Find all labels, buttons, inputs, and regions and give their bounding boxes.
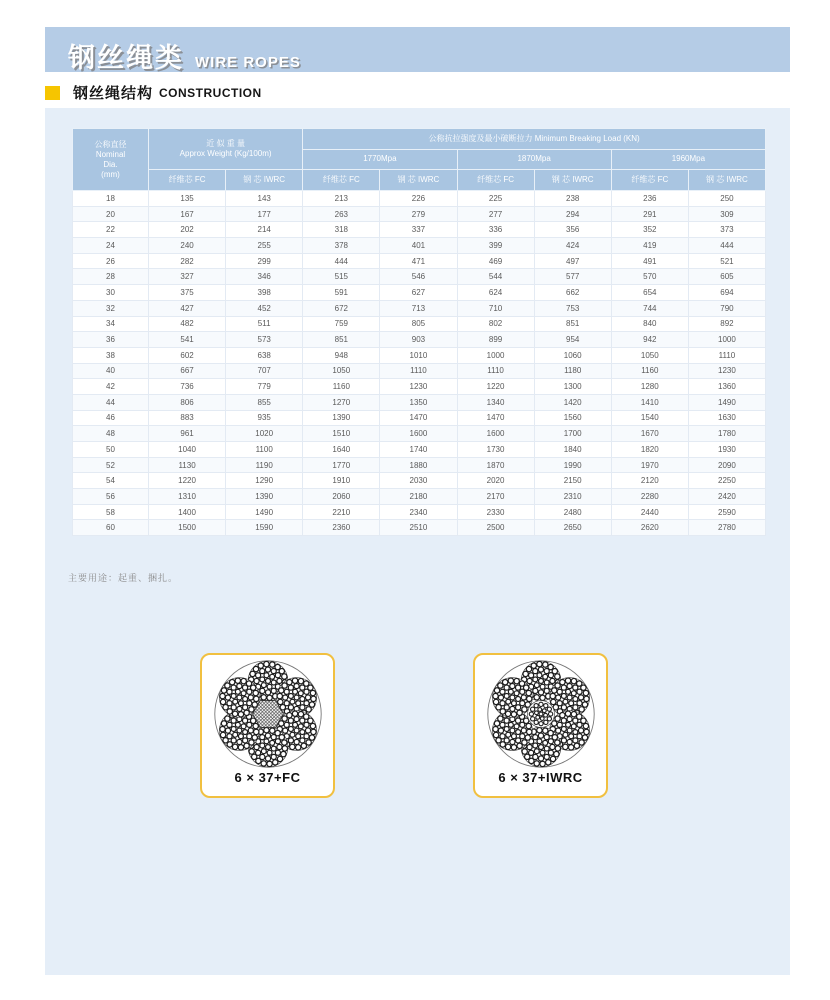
table-cell: 759	[303, 316, 380, 332]
table-cell: 238	[534, 191, 611, 207]
table-cell: 299	[226, 253, 303, 269]
table-cell: 30	[73, 285, 149, 301]
table-cell: 899	[457, 332, 534, 348]
table-cell: 2060	[303, 489, 380, 505]
table-cell: 573	[226, 332, 303, 348]
table-cell: 515	[303, 269, 380, 285]
table-cell: 1840	[534, 442, 611, 458]
table-cell: 948	[303, 347, 380, 363]
table-cell: 710	[457, 300, 534, 316]
table-cell: 1820	[611, 442, 688, 458]
section-heading	[45, 82, 262, 103]
table-cell: 1470	[380, 410, 457, 426]
table-cell: 2440	[611, 504, 688, 520]
section-title-en: CONSTRUCTION	[159, 85, 262, 100]
table-cell: 52	[73, 457, 149, 473]
table-cell: 1420	[534, 394, 611, 410]
table-cell: 24	[73, 238, 149, 254]
table-cell: 277	[457, 206, 534, 222]
table-cell: 2180	[380, 489, 457, 505]
col-header-nominal-dia	[73, 129, 149, 191]
table-cell: 544	[457, 269, 534, 285]
table-cell: 2780	[688, 520, 765, 536]
table-cell: 1000	[457, 347, 534, 363]
table-cell: 427	[149, 300, 226, 316]
table-cell: 26	[73, 253, 149, 269]
subheader-fc: 纤维芯 FC	[611, 170, 688, 191]
table-cell: 318	[303, 222, 380, 238]
table-cell: 1230	[380, 379, 457, 395]
table-cell: 546	[380, 269, 457, 285]
table-cell: 401	[380, 238, 457, 254]
table-cell: 1590	[226, 520, 303, 536]
table-cell: 32	[73, 300, 149, 316]
spec-table-header	[73, 129, 766, 191]
table-cell: 851	[534, 316, 611, 332]
table-cell: 1560	[534, 410, 611, 426]
table-cell: 1300	[534, 379, 611, 395]
table-cell: 143	[226, 191, 303, 207]
table-cell: 34	[73, 316, 149, 332]
table-cell: 942	[611, 332, 688, 348]
page-title-en: WIRE ROPES	[195, 54, 301, 71]
table-row	[73, 238, 766, 254]
table-cell: 2210	[303, 504, 380, 520]
table-cell: 2280	[611, 489, 688, 505]
table-cell: 1130	[149, 457, 226, 473]
table-cell: 1040	[149, 442, 226, 458]
table-row	[73, 394, 766, 410]
subheader-iwrc: 钢 芯 IWRC	[226, 170, 303, 191]
table-cell: 356	[534, 222, 611, 238]
table-cell: 736	[149, 379, 226, 395]
subheader-fc: 纤维芯 FC	[149, 170, 226, 191]
table-row	[73, 489, 766, 505]
table-cell: 1500	[149, 520, 226, 536]
table-cell: 309	[688, 206, 765, 222]
table-cell: 38	[73, 347, 149, 363]
table-cell: 1400	[149, 504, 226, 520]
col-header-1870mpa: 1870Mpa	[457, 150, 611, 170]
table-row	[73, 473, 766, 489]
table-cell: 605	[688, 269, 765, 285]
spec-table	[72, 128, 766, 536]
table-cell: 883	[149, 410, 226, 426]
table-cell: 2020	[457, 473, 534, 489]
table-cell: 42	[73, 379, 149, 395]
table-row	[73, 379, 766, 395]
table-cell: 1640	[303, 442, 380, 458]
table-cell: 1160	[303, 379, 380, 395]
table-cell: 541	[149, 332, 226, 348]
table-cell: 54	[73, 473, 149, 489]
table-cell: 2250	[688, 473, 765, 489]
table-cell: 1350	[380, 394, 457, 410]
col-header-approx-weight	[149, 129, 303, 170]
table-row	[73, 347, 766, 363]
rope-cross-section-fc-image	[212, 658, 324, 770]
table-row	[73, 206, 766, 222]
table-cell: 1110	[457, 363, 534, 379]
spec-table-body	[73, 191, 766, 536]
table-cell: 1490	[226, 504, 303, 520]
table-cell: 694	[688, 285, 765, 301]
table-cell: 753	[534, 300, 611, 316]
table-cell: 1730	[457, 442, 534, 458]
table-cell: 961	[149, 426, 226, 442]
table-cell: 2170	[457, 489, 534, 505]
table-cell: 44	[73, 394, 149, 410]
table-cell: 1180	[534, 363, 611, 379]
table-cell: 1410	[611, 394, 688, 410]
table-cell: 346	[226, 269, 303, 285]
table-cell: 1190	[226, 457, 303, 473]
table-cell: 1990	[534, 457, 611, 473]
rope-diagram-label-iwrc: 6 × 37+IWRC	[498, 770, 583, 785]
table-cell: 1490	[688, 394, 765, 410]
table-cell: 570	[611, 269, 688, 285]
table-cell: 202	[149, 222, 226, 238]
table-cell: 2030	[380, 473, 457, 489]
table-cell: 167	[149, 206, 226, 222]
table-cell: 1880	[380, 457, 457, 473]
table-cell: 327	[149, 269, 226, 285]
rope-diagram-card-iwrc	[473, 653, 608, 798]
table-row	[73, 426, 766, 442]
table-cell: 638	[226, 347, 303, 363]
table-cell: 954	[534, 332, 611, 348]
table-cell: 398	[226, 285, 303, 301]
table-cell: 1270	[303, 394, 380, 410]
table-cell: 1100	[226, 442, 303, 458]
usage-footnote: 主要用途：起重、捆扎。	[68, 573, 179, 583]
table-cell: 851	[303, 332, 380, 348]
col-header-1770mpa: 1770Mpa	[303, 150, 457, 170]
table-cell: 790	[688, 300, 765, 316]
subheader-fc: 纤维芯 FC	[457, 170, 534, 191]
table-cell: 46	[73, 410, 149, 426]
table-row	[73, 285, 766, 301]
table-cell: 1770	[303, 457, 380, 473]
table-cell: 1470	[457, 410, 534, 426]
table-cell: 497	[534, 253, 611, 269]
table-row	[73, 520, 766, 536]
section-title-zh: 钢丝绳结构	[73, 85, 154, 102]
table-cell: 28	[73, 269, 149, 285]
table-row	[73, 300, 766, 316]
table-cell: 1390	[303, 410, 380, 426]
table-cell: 444	[688, 238, 765, 254]
title-band	[45, 27, 790, 72]
table-cell: 135	[149, 191, 226, 207]
table-cell: 2340	[380, 504, 457, 520]
table-cell: 60	[73, 520, 149, 536]
table-cell: 2650	[534, 520, 611, 536]
dia-line: Dia.	[103, 159, 118, 169]
table-cell: 491	[611, 253, 688, 269]
table-cell: 444	[303, 253, 380, 269]
table-row	[73, 269, 766, 285]
table-cell: 2500	[457, 520, 534, 536]
subheader-fc: 纤维芯 FC	[303, 170, 380, 191]
table-cell: 482	[149, 316, 226, 332]
table-cell: 336	[457, 222, 534, 238]
weight-line: Approx Weight (Kg/100m)	[179, 149, 272, 158]
table-cell: 2120	[611, 473, 688, 489]
table-cell: 627	[380, 285, 457, 301]
table-cell: 452	[226, 300, 303, 316]
table-cell: 22	[73, 222, 149, 238]
table-cell: 375	[149, 285, 226, 301]
table-cell: 2620	[611, 520, 688, 536]
table-cell: 2310	[534, 489, 611, 505]
rope-cross-section-iwrc-image	[485, 658, 597, 770]
table-cell: 707	[226, 363, 303, 379]
table-cell: 1930	[688, 442, 765, 458]
table-cell: 18	[73, 191, 149, 207]
table-cell: 654	[611, 285, 688, 301]
table-row	[73, 442, 766, 458]
table-cell: 263	[303, 206, 380, 222]
table-cell: 1540	[611, 410, 688, 426]
col-header-1960mpa: 1960Mpa	[611, 150, 765, 170]
table-cell: 1010	[380, 347, 457, 363]
table-cell: 892	[688, 316, 765, 332]
table-cell: 236	[611, 191, 688, 207]
table-row	[73, 363, 766, 379]
table-cell: 2590	[688, 504, 765, 520]
table-cell: 1220	[149, 473, 226, 489]
table-cell: 399	[457, 238, 534, 254]
table-cell: 805	[380, 316, 457, 332]
col-header-breaking-load: 公称抗拉强度及最小破断拉力 Minimum Breaking Load (KN)	[303, 129, 766, 150]
subheader-iwrc: 钢 芯 IWRC	[688, 170, 765, 191]
table-cell: 471	[380, 253, 457, 269]
table-cell: 1600	[457, 426, 534, 442]
table-cell: 279	[380, 206, 457, 222]
table-cell: 250	[688, 191, 765, 207]
table-cell: 2330	[457, 504, 534, 520]
table-cell: 352	[611, 222, 688, 238]
table-cell: 1390	[226, 489, 303, 505]
table-cell: 1970	[611, 457, 688, 473]
table-cell: 378	[303, 238, 380, 254]
table-cell: 1060	[534, 347, 611, 363]
table-cell: 2420	[688, 489, 765, 505]
table-row	[73, 410, 766, 426]
table-cell: 1780	[688, 426, 765, 442]
table-cell: 50	[73, 442, 149, 458]
table-cell: 294	[534, 206, 611, 222]
dia-line: Nominal	[95, 149, 126, 159]
table-cell: 2480	[534, 504, 611, 520]
table-cell: 577	[534, 269, 611, 285]
table-cell: 226	[380, 191, 457, 207]
table-cell: 1910	[303, 473, 380, 489]
table-cell: 1020	[226, 426, 303, 442]
table-cell: 903	[380, 332, 457, 348]
table-cell: 177	[226, 206, 303, 222]
table-cell: 1630	[688, 410, 765, 426]
table-cell: 662	[534, 285, 611, 301]
table-cell: 1360	[688, 379, 765, 395]
table-cell: 213	[303, 191, 380, 207]
table-cell: 602	[149, 347, 226, 363]
table-cell: 1600	[380, 426, 457, 442]
table-cell: 840	[611, 316, 688, 332]
table-cell: 58	[73, 504, 149, 520]
table-cell: 511	[226, 316, 303, 332]
weight-line: 近 似 重 量	[206, 139, 245, 148]
dia-line: 公称直径	[94, 139, 127, 149]
table-row	[73, 504, 766, 520]
table-cell: 624	[457, 285, 534, 301]
table-row	[73, 253, 766, 269]
table-cell: 667	[149, 363, 226, 379]
table-cell: 744	[611, 300, 688, 316]
table-row	[73, 316, 766, 332]
table-cell: 225	[457, 191, 534, 207]
table-cell: 1280	[611, 379, 688, 395]
table-cell: 806	[149, 394, 226, 410]
table-cell: 2090	[688, 457, 765, 473]
table-cell: 2510	[380, 520, 457, 536]
table-cell: 1740	[380, 442, 457, 458]
table-row	[73, 222, 766, 238]
table-cell: 469	[457, 253, 534, 269]
table-cell: 337	[380, 222, 457, 238]
table-cell: 1290	[226, 473, 303, 489]
table-cell: 1110	[688, 347, 765, 363]
table-cell: 1050	[303, 363, 380, 379]
table-cell: 935	[226, 410, 303, 426]
table-cell: 1220	[457, 379, 534, 395]
table-cell: 1050	[611, 347, 688, 363]
table-cell: 240	[149, 238, 226, 254]
page-title-zh: 钢丝绳类	[68, 43, 184, 73]
table-cell: 424	[534, 238, 611, 254]
table-cell: 56	[73, 489, 149, 505]
table-cell: 672	[303, 300, 380, 316]
table-cell: 1510	[303, 426, 380, 442]
rope-diagram-card-fc	[200, 653, 335, 798]
table-cell: 779	[226, 379, 303, 395]
table-cell: 20	[73, 206, 149, 222]
subheader-iwrc: 钢 芯 IWRC	[534, 170, 611, 191]
table-cell: 802	[457, 316, 534, 332]
table-cell: 291	[611, 206, 688, 222]
yellow-square-icon	[45, 86, 60, 100]
table-cell: 2150	[534, 473, 611, 489]
table-cell: 1230	[688, 363, 765, 379]
table-cell: 419	[611, 238, 688, 254]
table-cell: 373	[688, 222, 765, 238]
table-cell: 48	[73, 426, 149, 442]
table-cell: 36	[73, 332, 149, 348]
table-cell: 1110	[380, 363, 457, 379]
table-cell: 855	[226, 394, 303, 410]
table-cell: 40	[73, 363, 149, 379]
table-cell: 521	[688, 253, 765, 269]
table-cell: 1000	[688, 332, 765, 348]
table-cell: 713	[380, 300, 457, 316]
rope-diagram-label-fc: 6 × 37+FC	[234, 770, 301, 785]
table-cell: 255	[226, 238, 303, 254]
table-cell: 1340	[457, 394, 534, 410]
subheader-iwrc: 钢 芯 IWRC	[380, 170, 457, 191]
table-row	[73, 332, 766, 348]
dia-line: (mm)	[101, 169, 120, 179]
table-cell: 1670	[611, 426, 688, 442]
table-row	[73, 191, 766, 207]
table-cell: 282	[149, 253, 226, 269]
table-cell: 2360	[303, 520, 380, 536]
table-cell: 1700	[534, 426, 611, 442]
table-cell: 1870	[457, 457, 534, 473]
table-cell: 1160	[611, 363, 688, 379]
table-cell: 591	[303, 285, 380, 301]
table-cell: 1310	[149, 489, 226, 505]
table-row	[73, 457, 766, 473]
table-cell: 214	[226, 222, 303, 238]
